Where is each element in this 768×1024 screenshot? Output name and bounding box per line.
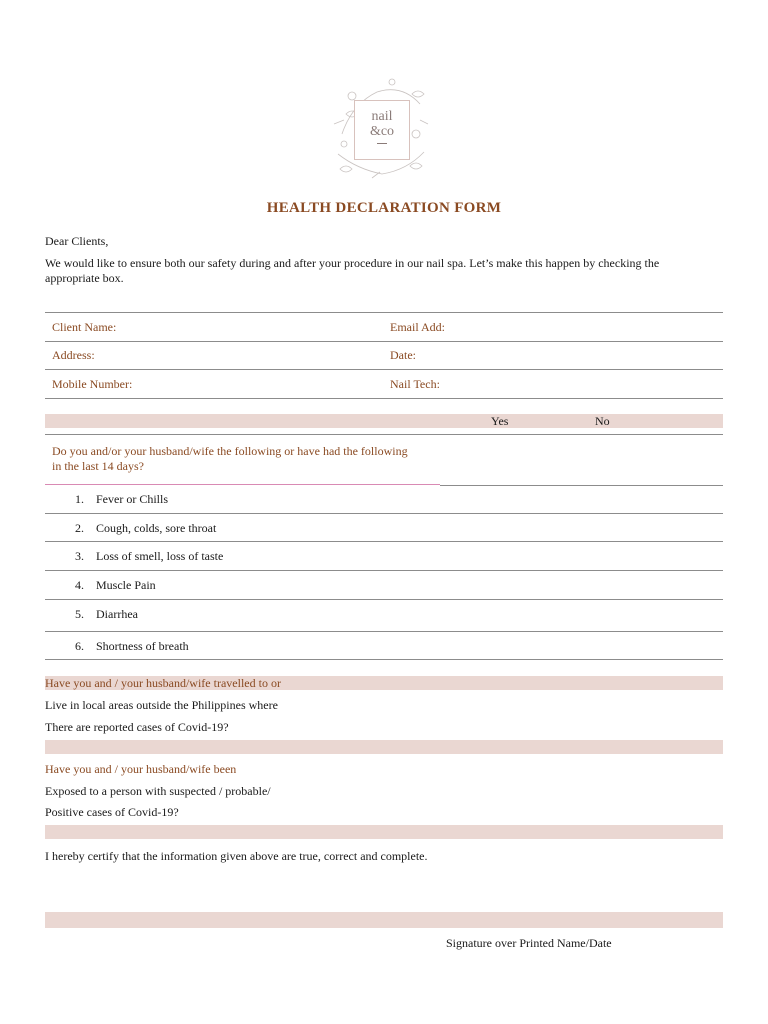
question-2-line-1: Live in local areas outside the Philippines where bbox=[45, 698, 278, 712]
divider bbox=[45, 312, 723, 313]
symptom-label: Muscle Pain bbox=[96, 578, 156, 592]
question-3-line-1: Exposed to a person with suspected / probable/ bbox=[45, 784, 271, 798]
yes-column-label: Yes bbox=[491, 414, 509, 428]
intro-line-2: appropriate box. bbox=[45, 271, 124, 285]
greeting: Dear Clients, bbox=[45, 234, 109, 248]
symptom-number: 1. bbox=[75, 492, 84, 506]
divider bbox=[45, 659, 723, 660]
form-title: HEALTH DECLARATION FORM bbox=[266, 200, 502, 216]
client-name-label: Client Name: bbox=[52, 320, 117, 334]
no-column-label: No bbox=[595, 414, 610, 428]
logo-text-line1: nail bbox=[371, 109, 393, 124]
symptom-label: Shortness of breath bbox=[96, 639, 189, 653]
intro-line-1: We would like to ensure both our safety during and after your procedure in our nail spa. Let’s make this happen by checking the bbox=[45, 256, 660, 270]
logo-dash bbox=[377, 143, 387, 144]
symptom-label: Loss of smell, loss of taste bbox=[96, 549, 224, 563]
email-label: Email Add: bbox=[390, 320, 445, 334]
divider bbox=[45, 341, 723, 342]
logo-text-line2: &co bbox=[369, 124, 395, 139]
nail-tech-label: Nail Tech: bbox=[390, 377, 440, 391]
symptom-label: Fever or Chills bbox=[96, 492, 168, 506]
divider bbox=[45, 570, 723, 571]
answer-band bbox=[45, 740, 723, 754]
divider bbox=[45, 541, 723, 542]
symptom-number: 5. bbox=[75, 607, 84, 621]
yes-no-header-band bbox=[45, 414, 723, 428]
question-2-line-2: There are reported cases of Covid-19? bbox=[45, 720, 229, 734]
question-3-line-2: Positive cases of Covid-19? bbox=[45, 805, 179, 819]
date-label: Date: bbox=[390, 348, 416, 362]
signature-band bbox=[45, 912, 723, 928]
address-label: Address: bbox=[52, 348, 95, 362]
symptom-label: Diarrhea bbox=[96, 607, 138, 621]
symptom-number: 3. bbox=[75, 549, 84, 563]
divider bbox=[45, 631, 723, 632]
symptom-label: Cough, colds, sore throat bbox=[96, 521, 217, 535]
symptom-number: 2. bbox=[75, 521, 84, 535]
divider bbox=[45, 369, 723, 370]
mobile-number-label: Mobile Number: bbox=[52, 377, 133, 391]
question-2-heading: Have you and / your husband/wife travelled to or bbox=[45, 676, 281, 690]
question-1-line-1: Do you and/or your husband/wife the following or have had the following bbox=[52, 444, 408, 458]
signature-label: Signature over Printed Name/Date bbox=[446, 936, 612, 950]
divider bbox=[45, 599, 723, 600]
certification-statement: I hereby certify that the information given above are true, correct and complete. bbox=[45, 849, 428, 863]
question-1-line-2: in the last 14 days? bbox=[52, 459, 144, 473]
symptom-number: 4. bbox=[75, 578, 84, 592]
pink-divider bbox=[45, 484, 440, 485]
symptom-number: 6. bbox=[75, 639, 84, 653]
logo bbox=[332, 74, 430, 182]
question-3-heading: Have you and / your husband/wife been bbox=[45, 762, 237, 776]
divider bbox=[45, 434, 723, 435]
answer-band bbox=[45, 825, 723, 839]
divider bbox=[45, 513, 723, 514]
divider bbox=[440, 485, 723, 486]
logo-badge bbox=[354, 100, 410, 160]
divider bbox=[45, 398, 723, 399]
